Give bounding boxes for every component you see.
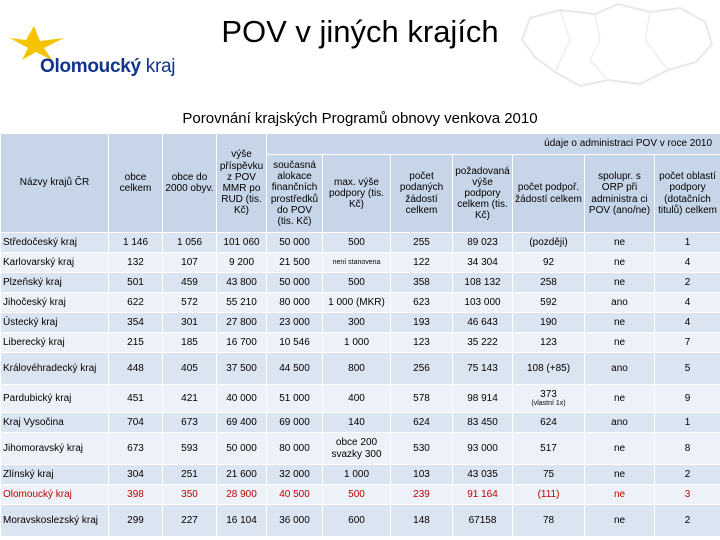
table-cell: 5 (655, 353, 720, 385)
table-cell: 9 200 (217, 253, 267, 273)
table-cell: 215 (109, 333, 163, 353)
table-cell: 1 (655, 233, 720, 253)
table-cell: 1 000 (323, 465, 391, 485)
table-cell: není stanovena (323, 253, 391, 273)
table-cell: 1 146 (109, 233, 163, 253)
table-cell: 800 (323, 353, 391, 385)
table-cell: ano (585, 413, 655, 433)
table-cell: 500 (323, 273, 391, 293)
header-max-podpora: max. výše podpory (tis. Kč) (323, 155, 391, 233)
table-cell: 600 (323, 505, 391, 537)
table-cell: 4 (655, 253, 720, 273)
table-row (1, 333, 720, 353)
table-cell: 23 000 (267, 313, 323, 333)
table-cell: 55 210 (217, 293, 267, 313)
table-cell: 304 (109, 465, 163, 485)
table-cell: 122 (391, 253, 453, 273)
region-name-cell: Jihomoravský kraj (1, 433, 109, 465)
table-cell: 1 000 (323, 333, 391, 353)
table-cell: 37 500 (217, 353, 267, 385)
table-cell: 44 500 (267, 353, 323, 385)
region-name-cell: Pardubický kraj (1, 385, 109, 413)
table-cell: 358 (391, 273, 453, 293)
region-name-cell: Plzeňský kraj (1, 273, 109, 293)
table-cell: 572 (163, 293, 217, 313)
region-name-cell: Moravskoslezský kraj (1, 505, 109, 537)
table-row (1, 253, 720, 273)
table-cell: 459 (163, 273, 217, 293)
table-cell: (později) (513, 233, 585, 253)
table-cell: 2 (655, 505, 720, 537)
table-row (1, 293, 720, 313)
table-cell: 624 (513, 413, 585, 433)
table-cell: ne (585, 233, 655, 253)
header-prispevek-pov-mmr: výše příspěvku z POV MMR po RUD (tis. Kč) (217, 134, 267, 233)
table-cell: 251 (163, 465, 217, 485)
table-cell: 40 500 (267, 485, 323, 505)
table-cell: 123 (391, 333, 453, 353)
header-pozadovana-vyse: požadovaná výše podpory celkem (tis. Kč) (453, 155, 513, 233)
table-cell: 103 000 (453, 293, 513, 313)
table-cell: ne (585, 485, 655, 505)
table-cell: 123 (513, 333, 585, 353)
table-cell: 69 400 (217, 413, 267, 433)
table-cell: 500 (323, 485, 391, 505)
table-cell: 8 (655, 433, 720, 465)
table-cell: 28 900 (217, 485, 267, 505)
table-cell: (111) (513, 485, 585, 505)
table-cell: 1 (655, 413, 720, 433)
table-cell: 16 700 (217, 333, 267, 353)
table-cell: ne (585, 385, 655, 413)
table-cell: 108 132 (453, 273, 513, 293)
region-name-cell: Liberecký kraj (1, 333, 109, 353)
table-cell: 299 (109, 505, 163, 537)
table-cell: 4 (655, 293, 720, 313)
table-cell: 91 164 (453, 485, 513, 505)
table-cell: 190 (513, 313, 585, 333)
table-cell: 501 (109, 273, 163, 293)
table-row (1, 353, 720, 385)
table-cell: 673 (109, 433, 163, 465)
table-cell: 107 (163, 253, 217, 273)
table-cell: 69 000 (267, 413, 323, 433)
table-cell: 10 546 (267, 333, 323, 353)
region-name-cell: Kraj Vysočina (1, 413, 109, 433)
table-cell: 255 (391, 233, 453, 253)
region-name-cell: Olomoucký kraj (1, 485, 109, 505)
table-cell: 421 (163, 385, 217, 413)
table-cell: 592 (513, 293, 585, 313)
table-cell: 40 000 (217, 385, 267, 413)
table-cell: 36 000 (267, 505, 323, 537)
table-cell: 148 (391, 505, 453, 537)
table-cell: 108 (+85) (513, 353, 585, 385)
table-cell: 530 (391, 433, 453, 465)
table-cell: 451 (109, 385, 163, 413)
table-cell: ne (585, 333, 655, 353)
header-obce-celkem: obce celkem (109, 134, 163, 233)
table-cell: ne (585, 465, 655, 485)
table-cell: 622 (109, 293, 163, 313)
table-cell: 93 000 (453, 433, 513, 465)
comparison-table (0, 133, 720, 537)
header-administration-group: údaje o administraci POV v roce 2010 (267, 134, 720, 155)
table-cell: 300 (323, 313, 391, 333)
table-row (1, 385, 720, 413)
table-cell: ne (585, 505, 655, 537)
table-cell: 227 (163, 505, 217, 537)
table-cell: 593 (163, 433, 217, 465)
table-cell: 50 000 (267, 233, 323, 253)
table-row (1, 433, 720, 465)
table-cell: 50 000 (217, 433, 267, 465)
table-cell: 7 (655, 333, 720, 353)
table-cell: 256 (391, 353, 453, 385)
supported-count: 373 (540, 388, 557, 400)
table-cell: 398 (109, 485, 163, 505)
table-row (1, 465, 720, 485)
table-cell: 9 (655, 385, 720, 413)
region-name-cell: Zlínský kraj (1, 465, 109, 485)
table-cell: ano (585, 353, 655, 385)
table-cell: 75 (513, 465, 585, 485)
table-cell: 2 (655, 273, 720, 293)
table-cell: 80 000 (267, 433, 323, 465)
table-cell: 132 (109, 253, 163, 273)
table-cell: 301 (163, 313, 217, 333)
region-name-cell: Karlovarský kraj (1, 253, 109, 273)
table-cell: 80 000 (267, 293, 323, 313)
table-cell: 140 (323, 413, 391, 433)
table-cell: 623 (391, 293, 453, 313)
table-cell: 67158 (453, 505, 513, 537)
header-region-name: Názvy krajů ČR (1, 134, 109, 233)
table-cell: 1 000 (MKR) (323, 293, 391, 313)
header-spoluprace-orp: spolupr. s ORP při administra ci POV (ano/ne) (585, 155, 655, 233)
table-cell: 27 800 (217, 313, 267, 333)
header-oblasti-podpory: počet oblastí podpory (dotačních titulů) celkem (655, 155, 720, 233)
table-cell: 1 056 (163, 233, 217, 253)
table-cell: 51 000 (267, 385, 323, 413)
table-row-highlighted (1, 485, 720, 505)
table-cell: 350 (163, 485, 217, 505)
table-cell: 673 (163, 413, 217, 433)
table-cell: ne (585, 273, 655, 293)
table-cell: ne (585, 313, 655, 333)
table-cell: obce 200 svazky 300 (323, 433, 391, 465)
table-cell: 16 104 (217, 505, 267, 537)
table-cell: 578 (391, 385, 453, 413)
table-cell: 46 643 (453, 313, 513, 333)
table-cell: 103 (391, 465, 453, 485)
table-cell: 50 000 (267, 273, 323, 293)
region-name-cell: Královéhradecký kraj (1, 353, 109, 385)
comparison-table-container (0, 133, 720, 537)
table-cell: 21 500 (267, 253, 323, 273)
logo-text: Olomoucký kraj (40, 56, 176, 77)
table-cell: 517 (513, 433, 585, 465)
table-cell: 75 143 (453, 353, 513, 385)
table-row (1, 505, 720, 537)
table-cell: 78 (513, 505, 585, 537)
region-name-cell: Středočeský kraj (1, 233, 109, 253)
table-cell: 89 023 (453, 233, 513, 253)
table-row (1, 313, 720, 333)
table-cell: 4 (655, 313, 720, 333)
table-cell: ano (585, 293, 655, 313)
table-cell: 35 222 (453, 333, 513, 353)
table-cell: ne (585, 433, 655, 465)
header-podane-zadosti: počet podaných žádostí celkem (391, 155, 453, 233)
page-title: POV v jiných krajích (221, 14, 499, 49)
header-podporene-zadosti: počet podpoř. žádostí celkem (513, 155, 585, 233)
table-cell: 92 (513, 253, 585, 273)
table-cell: 101 060 (217, 233, 267, 253)
table-cell: 405 (163, 353, 217, 385)
table-row (1, 233, 720, 253)
table-cell: 2 (655, 465, 720, 485)
table-cell: 239 (391, 485, 453, 505)
table-cell: 185 (163, 333, 217, 353)
table-cell: 704 (109, 413, 163, 433)
table-cell: 500 (323, 233, 391, 253)
supported-note: (vlastní 1x) (531, 400, 566, 408)
table-cell: 98 914 (453, 385, 513, 413)
table-cell: 21 600 (217, 465, 267, 485)
table-cell: 258 (513, 273, 585, 293)
table-cell: 34 304 (453, 253, 513, 273)
table-cell: 448 (109, 353, 163, 385)
table-cell: 83 450 (453, 413, 513, 433)
table-cell: ne (585, 253, 655, 273)
header-obce-do-2000: obce do 2000 obyv. (163, 134, 217, 233)
table-cell: 624 (391, 413, 453, 433)
table-cell: 354 (109, 313, 163, 333)
header-alokace: současná alokace finančních prostředků do POV (tis. Kč) (267, 155, 323, 233)
region-name-cell: Jihočeský kraj (1, 293, 109, 313)
table-cell: 43 035 (453, 465, 513, 485)
table-cell: 32 000 (267, 465, 323, 485)
table-cell: 43 800 (217, 273, 267, 293)
table-cell: 400 (323, 385, 391, 413)
table-caption: Porovnání krajských Programů obnovy venkova 2010 (182, 110, 538, 127)
table-row (1, 413, 720, 433)
table-cell: 3 (655, 485, 720, 505)
table-row (1, 273, 720, 293)
region-name-cell: Ústecký kraj (1, 313, 109, 333)
table-cell: 193 (391, 313, 453, 333)
table-cell (513, 385, 585, 413)
